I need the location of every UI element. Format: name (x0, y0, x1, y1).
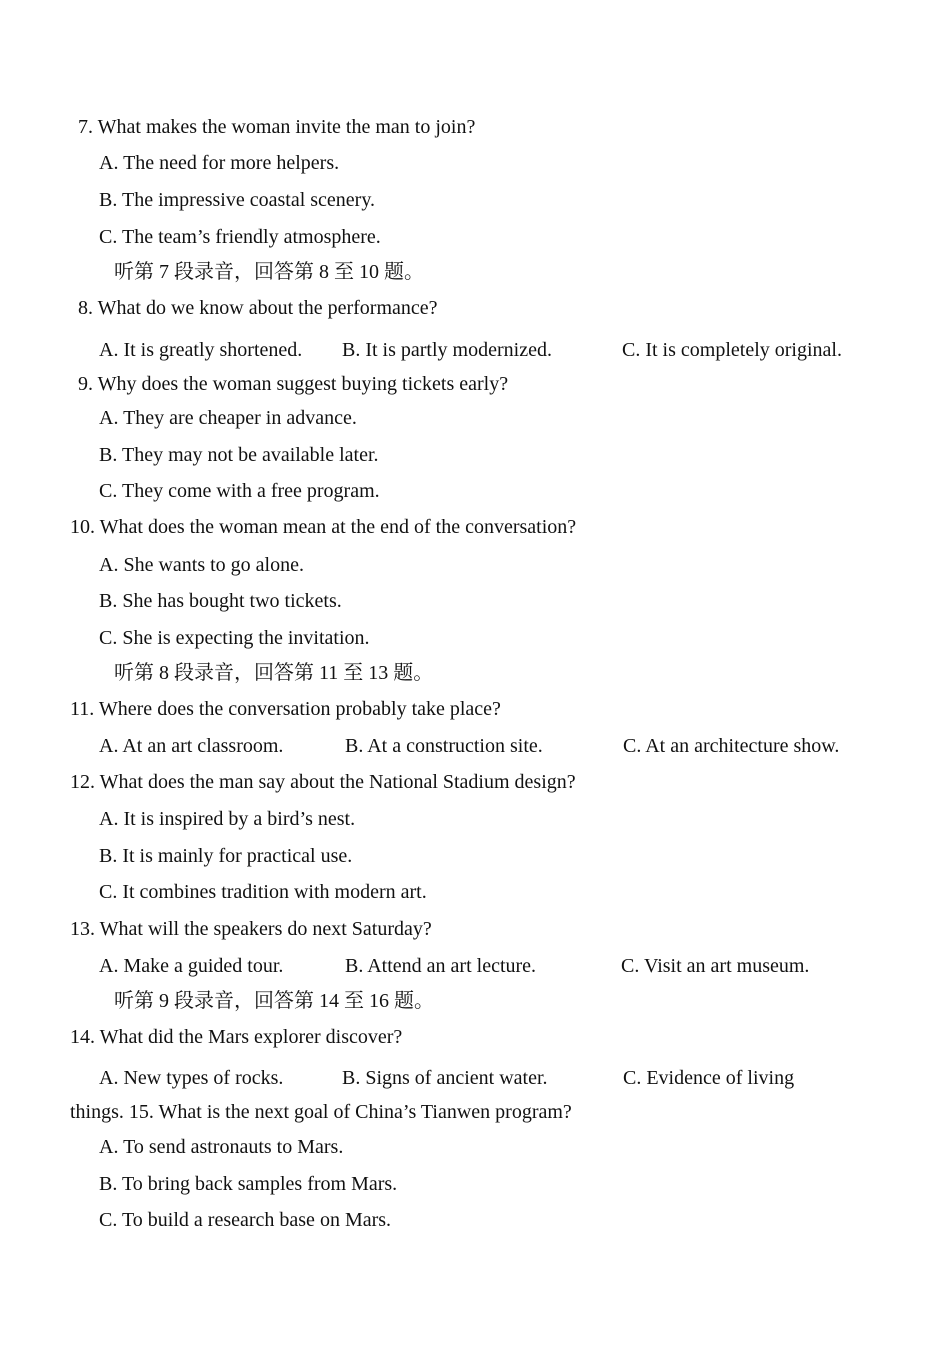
question-13-option-c: C. Visit an art museum. (621, 955, 810, 977)
question-8: 8. What do we know about the performance? (78, 297, 438, 319)
question-11: 11. Where does the conversation probably take place? (70, 698, 501, 720)
question-10-option-b: B. She has bought two tickets. (99, 590, 342, 612)
question-14-option-c: C. Evidence of living (623, 1067, 795, 1089)
question-10: 10. What does the woman mean at the end of the conversation? (70, 516, 577, 538)
question-8-option-a: A. It is greatly shortened. (99, 339, 303, 361)
question-12-option-b: B. It is mainly for practical use. (99, 845, 353, 867)
question-12-option-c: C. It combines tradition with modern art. (99, 881, 427, 903)
question-10-option-a: A. She wants to go alone. (99, 554, 304, 576)
question-15: things. 15. What is the next goal of China’s Tianwen program? (70, 1101, 572, 1123)
question-8-option-b: B. It is partly modernized. (342, 339, 552, 361)
question-13-option-a: A. Make a guided tour. (99, 955, 284, 977)
question-7: 7. What makes the woman invite the man to join? (78, 116, 476, 138)
question-15-option-c: C. To build a research base on Mars. (99, 1209, 392, 1231)
question-11-option-a: A. At an art classroom. (99, 735, 284, 757)
question-9: 9. Why does the woman suggest buying tickets early? (78, 373, 509, 395)
question-11-option-b: B. At a construction site. (345, 735, 543, 757)
question-7-option-b: B. The impressive coastal scenery. (99, 189, 376, 211)
question-8-option-c: C. It is completely original. (622, 339, 842, 361)
question-7-option-c: C. The team’s friendly atmosphere. (99, 226, 381, 248)
section-heading-9: 听第 9 段录音，回答第 14 至 16 题。 (114, 990, 434, 1012)
question-13-option-b: B. Attend an art lecture. (345, 955, 537, 977)
question-14-option-a: A. New types of rocks. (99, 1067, 284, 1089)
question-13: 13. What will the speakers do next Saturday? (70, 918, 432, 940)
question-14-option-b: B. Signs of ancient water. (342, 1067, 548, 1089)
question-12: 12. What does the man say about the National Stadium design? (70, 771, 576, 793)
question-7-option-a: A. The need for more helpers. (99, 152, 340, 174)
section-heading-8: 听第 8 段录音，回答第 11 至 13 题。 (114, 662, 434, 684)
question-9-option-c: C. They come with a free program. (99, 480, 380, 502)
section-heading-7: 听第 7 段录音，回答第 8 至 10 题。 (114, 261, 424, 283)
question-10-option-c: C. She is expecting the invitation. (99, 627, 370, 649)
question-12-option-a: A. It is inspired by a bird’s nest. (99, 808, 356, 830)
question-9-option-b: B. They may not be available later. (99, 444, 379, 466)
question-15-option-b: B. To bring back samples from Mars. (99, 1173, 398, 1195)
question-15-option-a: A. To send astronauts to Mars. (99, 1136, 344, 1158)
question-14: 14. What did the Mars explorer discover? (70, 1026, 403, 1048)
question-11-option-c: C. At an architecture show. (623, 735, 840, 757)
question-9-option-a: A. They are cheaper in advance. (99, 407, 357, 429)
